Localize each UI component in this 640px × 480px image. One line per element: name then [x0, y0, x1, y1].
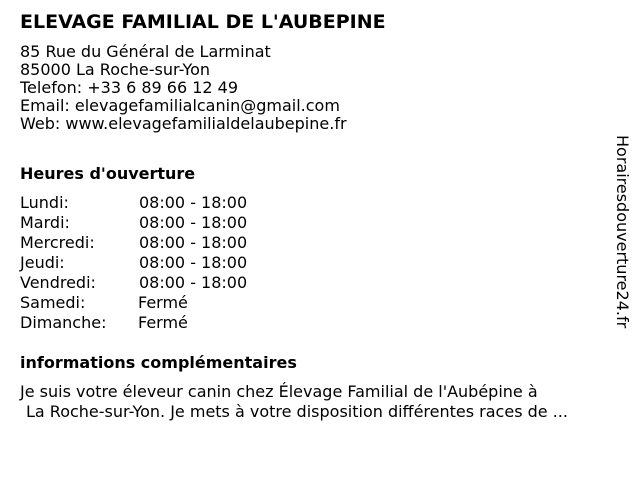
hours-time: 08:00 - 18:00: [139, 273, 248, 292]
additional-info-heading: informations complémentaires: [20, 353, 297, 372]
additional-info-text: [20, 382, 630, 422]
hours-day: Mardi:: [20, 213, 70, 232]
email-address: Email: elevagefamilialcanin@gmail.com: [20, 96, 340, 115]
hours-day: Vendredi:: [20, 273, 96, 292]
hours-day: Lundi:: [20, 193, 69, 212]
hours-time: 08:00 - 18:00: [139, 193, 248, 212]
hours-day: Dimanche:: [20, 313, 107, 332]
hours-time: 08:00 - 18:00: [139, 233, 248, 252]
info-line: Je suis votre éleveur canin chez Élevage Familial de l'Aubépine à: [20, 382, 538, 401]
hours-time: Fermé: [138, 313, 188, 332]
opening-hours-heading: Heures d'ouverture: [20, 164, 196, 183]
address-street: 85 Rue du Général de Larminat: [20, 42, 271, 61]
hours-time: 08:00 - 18:00: [139, 213, 248, 232]
hours-day: Samedi:: [20, 293, 86, 312]
info-line: La Roche-sur-Yon. Je mets à votre disposition différentes races de ...: [26, 402, 568, 421]
hours-day: Mercredi:: [20, 233, 95, 252]
address-city: 85000 La Roche-sur-Yon: [20, 60, 211, 79]
website: Web: www.elevagefamilialdelaubepine.fr: [20, 114, 347, 133]
hours-time: Fermé: [138, 293, 188, 312]
phone-number: Telefon: +33 6 89 66 12 49: [20, 78, 239, 97]
hours-time: 08:00 - 18:00: [139, 253, 248, 272]
business-name: ELEVAGE FAMILIAL DE L'AUBEPINE: [20, 11, 386, 33]
hours-day: Jeudi:: [20, 253, 65, 272]
contact-block: [20, 43, 347, 133]
site-watermark: Horairesdouverture24.fr: [613, 135, 632, 329]
